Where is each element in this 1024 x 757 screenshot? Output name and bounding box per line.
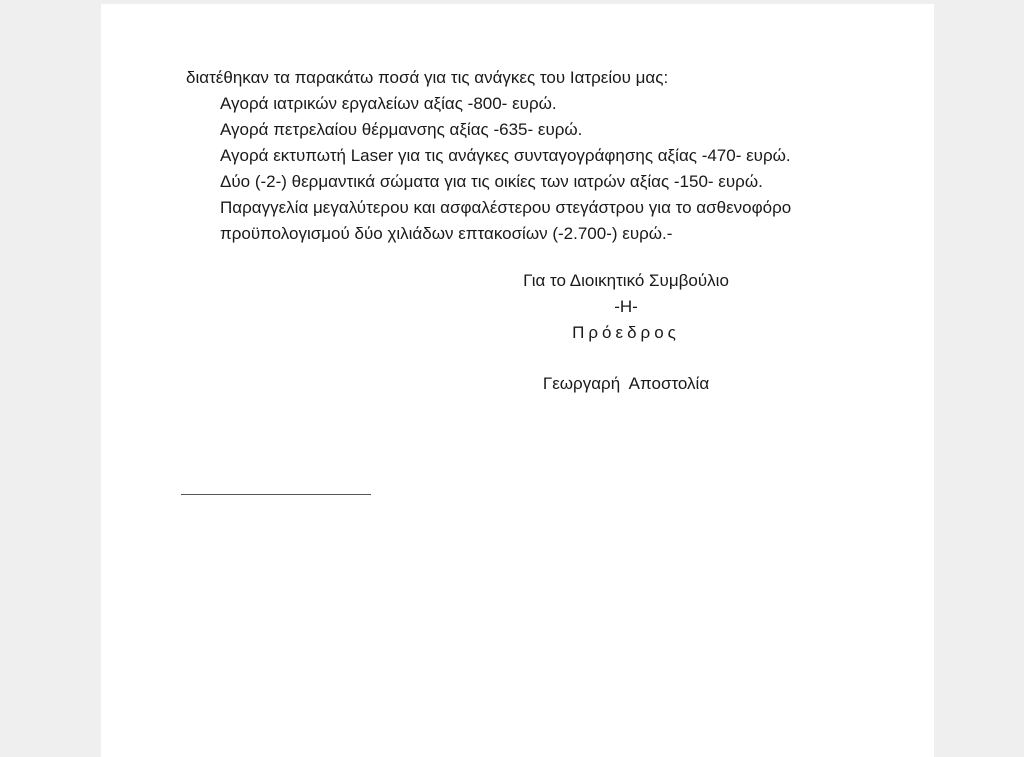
signatory-name: Γεωργαρή Αποστολία [542,374,710,393]
footnote-divider [181,494,371,495]
list-item: Αγορά πετρελαίου θέρμανσης αξίας -635- ευρώ. [220,120,583,139]
list-item: Παραγγελία μεγαλύτερου και ασφαλέστερου στεγάστρου για το ασθενοφόρο [220,198,792,217]
signature-title: Πρόεδρος [572,323,680,342]
signature-article: -Η- [614,297,638,316]
document-page [101,4,934,757]
signature-block [481,268,771,397]
signature-board-label: Για το Διοικητικό Συμβούλιο [523,271,729,290]
list-item: Δύο (-2-) θερμαντικά σώματα για τις οικίες των ιατρών αξίας -150- ευρώ. [220,172,763,191]
list-item: Αγορά ιατρικών εργαλείων αξίας -800- ευρώ. [220,94,557,113]
intro-line: διατέθηκαν τα παρακάτω ποσά για τις ανάγκες του Ιατρείου μας: [186,68,669,87]
document-body [186,65,886,247]
list-item-continuation: προϋπολογισμού δύο χιλιάδων επτακοσίων (-2.700-) ευρώ.- [220,224,673,243]
list-item: Αγορά εκτυπωτή Laser για τις ανάγκες συνταγογράφησης αξίας -470- ευρώ. [220,146,791,165]
